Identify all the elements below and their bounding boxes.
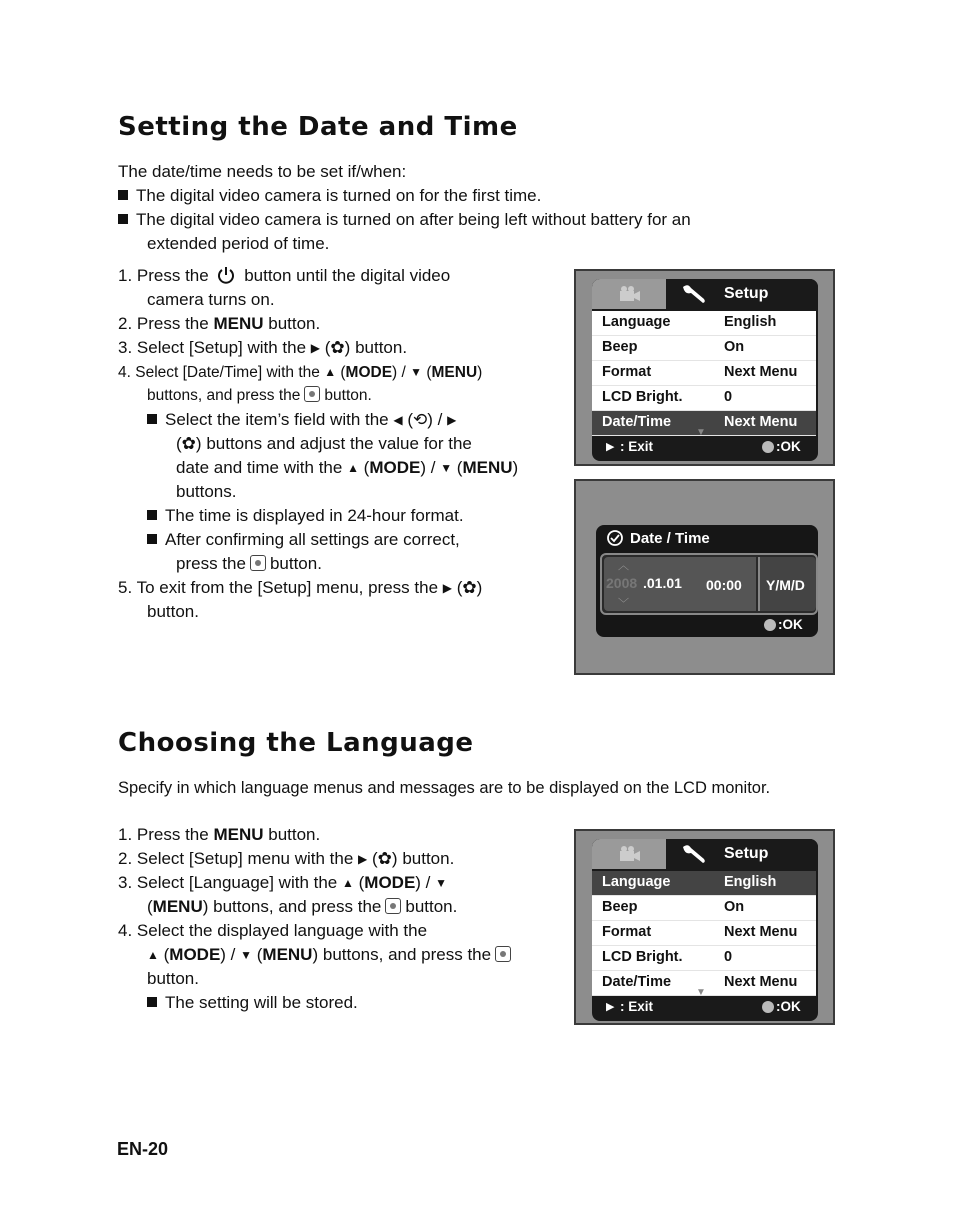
right-arrow-icon: ▶ xyxy=(606,441,615,453)
section-title-date-time: Setting the Date and Time xyxy=(118,112,518,142)
month-day-value: .01.01 xyxy=(643,575,682,591)
menu-row-beep[interactable]: Beep On xyxy=(592,896,816,921)
right-arrow-icon: ▶ xyxy=(606,1001,615,1013)
camera-icon xyxy=(618,845,642,863)
self-timer-icon: ⟲ xyxy=(413,410,428,429)
left-arrow-icon: ◀ xyxy=(393,413,403,427)
time-value: 00:00 xyxy=(706,577,742,593)
wrench-icon xyxy=(680,843,708,865)
exit-label: : Exit xyxy=(620,999,654,1014)
sub-bullet: Select the item’s field with the ◀ (⟲) / ▶ xyxy=(147,408,456,432)
bullet-item-continued: extended period of time. xyxy=(147,234,330,253)
menu-rows xyxy=(592,311,816,436)
setup-menu xyxy=(592,839,818,1021)
down-arrow-icon: ▼ xyxy=(435,876,448,890)
movie-tab xyxy=(592,839,666,869)
step-2: 2. Select [Setup] menu with the ▶ (✿) button. xyxy=(118,849,455,868)
flower-icon: ✿ xyxy=(462,578,477,597)
ok-button-icon xyxy=(495,946,511,962)
wrench-icon xyxy=(680,283,708,305)
ok-label: :OK xyxy=(776,439,801,454)
down-arrow-icon: ▼ xyxy=(240,948,253,962)
up-arrow-icon: ▲ xyxy=(324,365,337,379)
right-arrow-icon: ▶ xyxy=(447,413,457,427)
power-icon xyxy=(216,265,236,285)
date-time-title: Date / Time xyxy=(630,530,710,547)
exit-label: : Exit xyxy=(620,439,654,454)
flower-icon: ✿ xyxy=(377,849,392,868)
intro-text: The date/time needs to be set if/when: xyxy=(118,162,407,181)
step-4: 4. Select [Date/Time] with the ▲ (MODE) / ▼ (MENU) xyxy=(118,364,483,381)
lcd-screen-setup-language xyxy=(574,829,835,1025)
menu-row-language[interactable]: Language English xyxy=(592,311,816,336)
right-arrow-icon: ▶ xyxy=(442,581,452,595)
format-value: Y/M/D xyxy=(766,577,805,593)
up-arrow-icon: ▲ xyxy=(347,461,359,475)
date-time-fields xyxy=(600,553,818,615)
sub-bullet: After confirming all settings are correct, xyxy=(147,528,460,552)
scroll-down-icon: ▼ xyxy=(696,987,706,998)
sub-bullet: The setting will be stored. xyxy=(147,991,358,1015)
ok-circle-icon xyxy=(762,441,774,453)
step-3: 3. Select [Setup] with the ▶ (✿) button. xyxy=(118,338,408,357)
step-2: 2. Press the MENU button. xyxy=(118,314,321,333)
ok-button-icon xyxy=(250,555,266,571)
up-chevron-icon: ︿ xyxy=(618,560,629,572)
step-1: 1. Press the MENU button. xyxy=(118,825,321,844)
page-number: EN-20 xyxy=(117,1139,169,1159)
ok-button-icon xyxy=(385,898,401,914)
step-1-continued: camera turns on. xyxy=(147,290,275,309)
up-arrow-icon: ▲ xyxy=(147,948,159,962)
step-1: 1. Press the button until the digital video xyxy=(118,266,451,285)
flower-icon: ✿ xyxy=(181,434,196,453)
menu-row-lcd-bright[interactable]: LCD Bright. 0 xyxy=(592,386,816,411)
up-arrow-icon: ▲ xyxy=(342,876,354,890)
down-arrow-icon: ▼ xyxy=(440,461,453,475)
intro-text: Specify in which language menus and messages are to be displayed on the LCD monitor. xyxy=(118,779,771,797)
bullet-item: The digital video camera is turned on for the first time. xyxy=(118,184,541,208)
menu-rows xyxy=(592,871,816,996)
step-4: 4. Select the displayed language with the xyxy=(118,921,428,940)
year-value: 2008 xyxy=(606,575,638,591)
step-4-continued: ▲ (MODE) / ▼ (MENU) buttons, and press the xyxy=(147,943,515,967)
scroll-down-icon: ▼ xyxy=(696,427,706,438)
menu-row-beep[interactable]: Beep On xyxy=(592,336,816,361)
tab-title: Setup xyxy=(724,285,769,302)
right-arrow-icon: ▶ xyxy=(358,852,368,866)
menu-row-format[interactable]: Format Next Menu xyxy=(592,921,816,946)
sub-bullet-continued: buttons. xyxy=(176,482,237,501)
camera-icon xyxy=(618,285,642,303)
sub-bullet-continued: press the button. xyxy=(176,554,322,573)
movie-tab xyxy=(592,279,666,309)
menu-row-date-time[interactable]: Date/Time Next Menu xyxy=(592,971,816,996)
step-4-continued: button. xyxy=(147,969,199,988)
clock-icon xyxy=(606,529,624,547)
step-3: 3. Select [Language] with the ▲ (MODE) / ▼ xyxy=(118,873,448,892)
format-field[interactable] xyxy=(758,557,816,611)
sub-bullet: The time is displayed in 24-hour format. xyxy=(147,504,464,528)
flower-icon: ✿ xyxy=(330,338,345,357)
sub-bullet-continued: (✿) buttons and adjust the value for the xyxy=(176,434,472,453)
ok-label: :OK xyxy=(778,617,803,632)
menu-row-date-time[interactable]: Date/Time Next Menu xyxy=(592,411,816,436)
down-arrow-icon: ▼ xyxy=(410,365,423,379)
section-title-language: Choosing the Language xyxy=(118,728,474,758)
menu-row-lcd-bright[interactable]: LCD Bright. 0 xyxy=(592,946,816,971)
step-5: 5. To exit from the [Setup] menu, press the ▶ (✿) xyxy=(118,578,483,597)
menu-row-language[interactable]: Language English xyxy=(592,871,816,896)
ok-circle-icon xyxy=(764,619,776,631)
bullet-item: The digital video camera is turned on after being left without battery for an xyxy=(118,208,691,232)
right-arrow-icon: ▶ xyxy=(310,341,321,355)
lcd-screen-date-time xyxy=(574,479,835,675)
down-chevron-icon: ﹀ xyxy=(618,598,629,610)
menu-footer xyxy=(592,987,818,1021)
step-5-continued: button. xyxy=(147,602,199,621)
ok-circle-icon xyxy=(762,1001,774,1013)
menu-footer xyxy=(592,427,818,461)
step-4-continued: buttons, and press the button. xyxy=(147,387,372,404)
setup-menu xyxy=(592,279,818,461)
ok-button-icon xyxy=(304,386,320,402)
ok-label: :OK xyxy=(776,999,801,1014)
tab-title: Setup xyxy=(724,845,769,862)
lcd-screen-setup xyxy=(574,269,835,466)
sub-bullet-continued: date and time with the ▲ (MODE) / ▼ (MENU) xyxy=(176,458,519,477)
step-3-continued: (MENU) buttons, and press the button. xyxy=(147,897,458,916)
menu-row-format[interactable]: Format Next Menu xyxy=(592,361,816,386)
date-time-panel xyxy=(596,525,818,637)
